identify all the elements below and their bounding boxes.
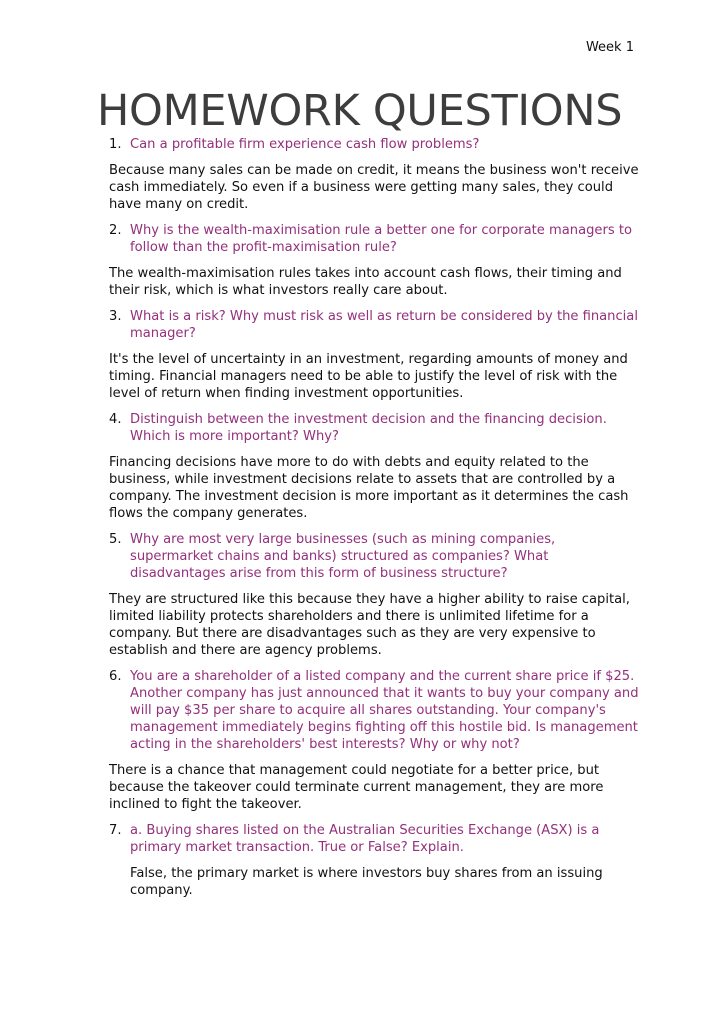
answer-4: Financing decisions have more to do with debts and equity related to the business, while investment decisions relate to assets that are controlled by a company. The investment decision is more important as it determines the cash flows the company generates.: [109, 455, 629, 521]
question-text: Why is the wealth-maximisation rule a better one for corporate managers to follow than the profit-maximisation rule?: [130, 223, 632, 255]
question-6: [109, 668, 639, 753]
questions-list: [109, 136, 639, 908]
question-number: 1.: [109, 137, 122, 152]
answer-3: It's the level of uncertainty in an investment, regarding amounts of money and timing. Financial managers need to be able to justify the level of risk with the level of return when finding investment opportunities.: [109, 352, 628, 401]
question-text: You are a shareholder of a listed company and the current share price if $25. Another company has just announced that it wants to buy your company and will pay $35 per share to acquire all shares outstanding. Your company's management immediately begins fighting off this hostile bid. Is management acting in the shareholders' best interests? Why or why not?: [130, 669, 639, 752]
question-number: 7.: [109, 823, 122, 838]
question-text: What is a risk? Why must risk as well as return be considered by the financial manager?: [130, 309, 638, 341]
answer-1: Because many sales can be made on credit, it means the business won't receive cash immediately. So even if a business were getting many sales, they could have many on credit.: [109, 163, 639, 212]
header-week-label: Week 1: [585, 40, 634, 55]
answer-2: The wealth-maximisation rules takes into account cash flows, their timing and their risk, which is what investors really care about.: [109, 266, 622, 298]
question-text: Distinguish between the investment decision and the financing decision. Which is more important? Why?: [130, 412, 607, 444]
question-number: 6.: [109, 669, 122, 684]
answer-7: False, the primary market is where investors buy shares from an issuing company.: [130, 866, 603, 898]
question-2: [109, 222, 639, 256]
question-3: [109, 308, 639, 342]
question-text: Why are most very large businesses (such as mining companies, supermarket chains and banks) structured as companies? What disadvantages arise from this form of business structure?: [130, 532, 556, 581]
question-4: [109, 411, 639, 445]
question-number: 2.: [109, 223, 122, 238]
page-title: HOMEWORK QUESTIONS: [97, 86, 623, 136]
answer-5: They are structured like this because they have a higher ability to raise capital, limited liability protects shareholders and there is unlimited lifetime for a company. But there are disadvantages such as they are very expensive to establish and there are agency problems.: [109, 592, 630, 658]
question-1: [109, 136, 639, 153]
question-number: 4.: [109, 412, 122, 427]
question-7: [109, 822, 639, 856]
answer-6: There is a chance that management could negotiate for a better price, but because the takeover could terminate current management, they are more inclined to fight the takeover.: [109, 763, 604, 812]
question-text: Can a profitable firm experience cash flow problems?: [130, 137, 480, 152]
question-number: 3.: [109, 309, 122, 324]
question-number: 5.: [109, 532, 122, 547]
question-5: [109, 531, 639, 582]
question-text: a. Buying shares listed on the Australian Securities Exchange (ASX) is a primary market transaction. True or False? Explain.: [130, 823, 600, 855]
